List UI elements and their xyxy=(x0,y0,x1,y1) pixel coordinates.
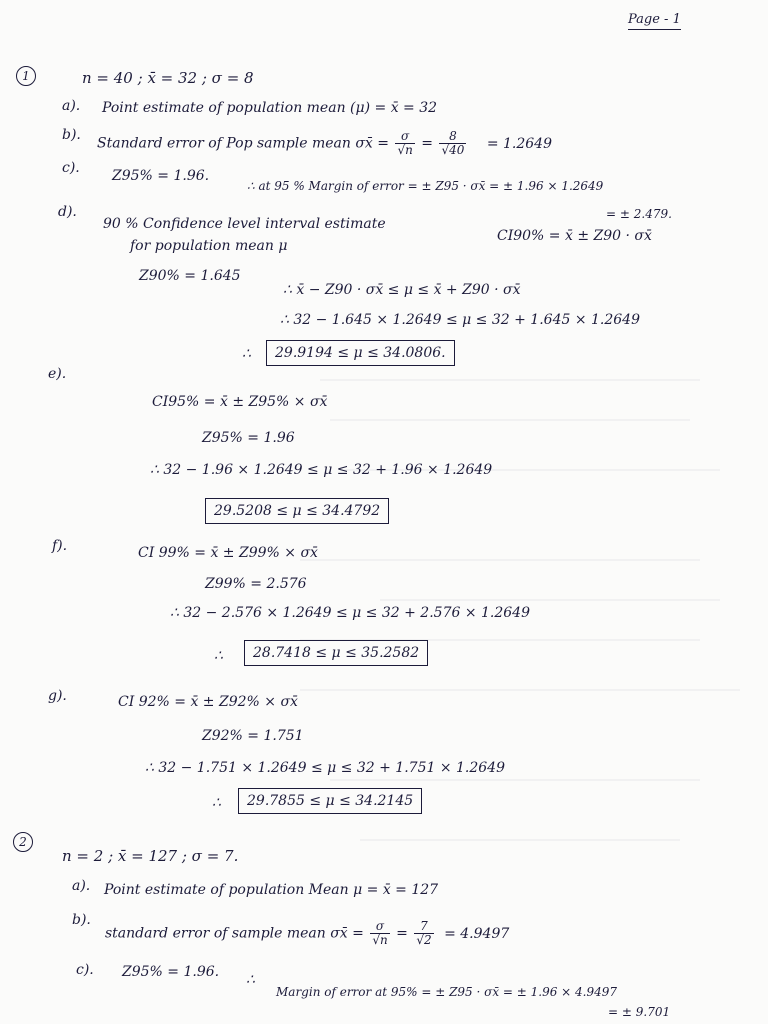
q1d-text2: for population mean μ xyxy=(130,238,288,254)
q1g-therefore: ∴ xyxy=(212,795,221,811)
q2a-label: a). xyxy=(72,878,91,894)
q1g-ci-formula: CI 92% = x̄ ± Z92% × σx̄ xyxy=(118,694,298,710)
q2c-z: Z95% = 1.96. xyxy=(122,964,220,980)
q1f-label: f). xyxy=(52,538,68,554)
q1b-equals: = xyxy=(421,135,433,152)
q1d-step1: ∴ x̄ − Z90 · σx̄ ≤ μ ≤ x̄ + Z90 · σx̄ xyxy=(283,282,521,298)
q1c-label: c). xyxy=(62,160,80,176)
q2b-text: standard error of sample mean σx̄ = xyxy=(105,925,364,942)
q1a-label: a). xyxy=(62,98,81,114)
q2b-line xyxy=(105,920,509,947)
q2c-result: = ± 9.701 xyxy=(608,1005,671,1019)
q1a-text: Point estimate of population mean (μ) = x̄ = 32 xyxy=(102,100,438,116)
q1d-step2: ∴ 32 − 1.645 × 1.2649 ≤ μ ≤ 32 + 1.645 × 1.2649 xyxy=(280,312,641,328)
q1e-z: Z95% = 1.96 xyxy=(202,430,295,446)
q1e-ci-formula: CI95% = x̄ ± Z95% × σx̄ xyxy=(152,394,328,410)
q1e-label: e). xyxy=(48,366,67,382)
q1g-label: g). xyxy=(48,688,67,704)
q1f-step: ∴ 32 − 2.576 × 1.2649 ≤ μ ≤ 32 + 2.576 × 1.2649 xyxy=(170,605,531,621)
question-2-number: 2 xyxy=(13,832,33,852)
q2b-equals: = xyxy=(396,925,408,942)
q1b-result: = 1.2649 xyxy=(486,135,552,152)
q1b-fraction-symbolic: $\frac{\sigma}{√n}$ xyxy=(397,129,413,157)
q2c-text: Margin of error at 95% = ± Z95 · σx̄ = ± 1.96 × 4.9497 xyxy=(276,985,618,999)
q2b-fraction-numeric: $\frac{7}{√2}$ xyxy=(416,919,432,947)
q1d-result-box: 29.9194 ≤ μ ≤ 34.0806. xyxy=(266,340,455,366)
q2b-result: = 4.9497 xyxy=(444,925,510,942)
q1f-z: Z99% = 2.576 xyxy=(205,576,307,592)
q2b-label: b). xyxy=(72,912,91,928)
q2c-therefore: ∴ xyxy=(246,972,255,988)
q1e-result-box: 29.5208 ≤ μ ≤ 34.4792 xyxy=(205,498,389,524)
q2a-text: Point estimate of population Mean μ = x̄ = 127 xyxy=(104,882,439,898)
q1d-ci-formula: CI90% = x̄ ± Z90 · σx̄ xyxy=(497,228,652,244)
q1d-therefore: ∴ xyxy=(242,346,251,362)
q2-given: n = 2 ; x̄ = 127 ; σ = 7. xyxy=(62,847,239,865)
q1f-therefore: ∴ xyxy=(214,648,223,664)
q1b-text: Standard error of Pop sample mean σx̄ = xyxy=(97,135,389,152)
q1c-z: Z95% = 1.96. xyxy=(112,168,210,184)
q1g-step: ∴ 32 − 1.751 × 1.2649 ≤ μ ≤ 32 + 1.751 × 1.2649 xyxy=(145,760,506,776)
q2c-label: c). xyxy=(76,962,94,978)
q1g-result-box: 29.7855 ≤ μ ≤ 34.2145 xyxy=(238,788,422,814)
q1-given: n = 40 ; x̄ = 32 ; σ = 8 xyxy=(82,69,254,87)
q1g-z: Z92% = 1.751 xyxy=(202,728,304,744)
page-number: Page - 1 xyxy=(628,12,681,30)
q1b-line xyxy=(97,130,552,157)
q1f-ci-formula: CI 99% = x̄ ± Z99% × σx̄ xyxy=(138,545,318,561)
q2b-fraction-symbolic: $\frac{\sigma}{√n}$ xyxy=(372,919,388,947)
q1d-text: 90 % Confidence level interval estimate xyxy=(103,216,386,232)
q1e-step: ∴ 32 − 1.96 × 1.2649 ≤ μ ≤ 32 + 1.96 × 1.2649 xyxy=(150,462,493,478)
q1b-label: b). xyxy=(62,127,81,143)
q1c-text: ∴ at 95 % Margin of error = ± Z95 · σx̄ = ± 1.96 × 1.2649 xyxy=(247,179,604,193)
question-1-number: 1 xyxy=(16,66,36,86)
q1c-result: = ± 2.479. xyxy=(606,207,672,221)
q1d-z: Z90% = 1.645 xyxy=(139,268,241,284)
q1d-label: d). xyxy=(58,204,77,220)
q1f-result-box: 28.7418 ≤ μ ≤ 35.2582 xyxy=(244,640,428,666)
q1b-fraction-numeric: $\frac{8}{√40}$ xyxy=(441,129,465,157)
